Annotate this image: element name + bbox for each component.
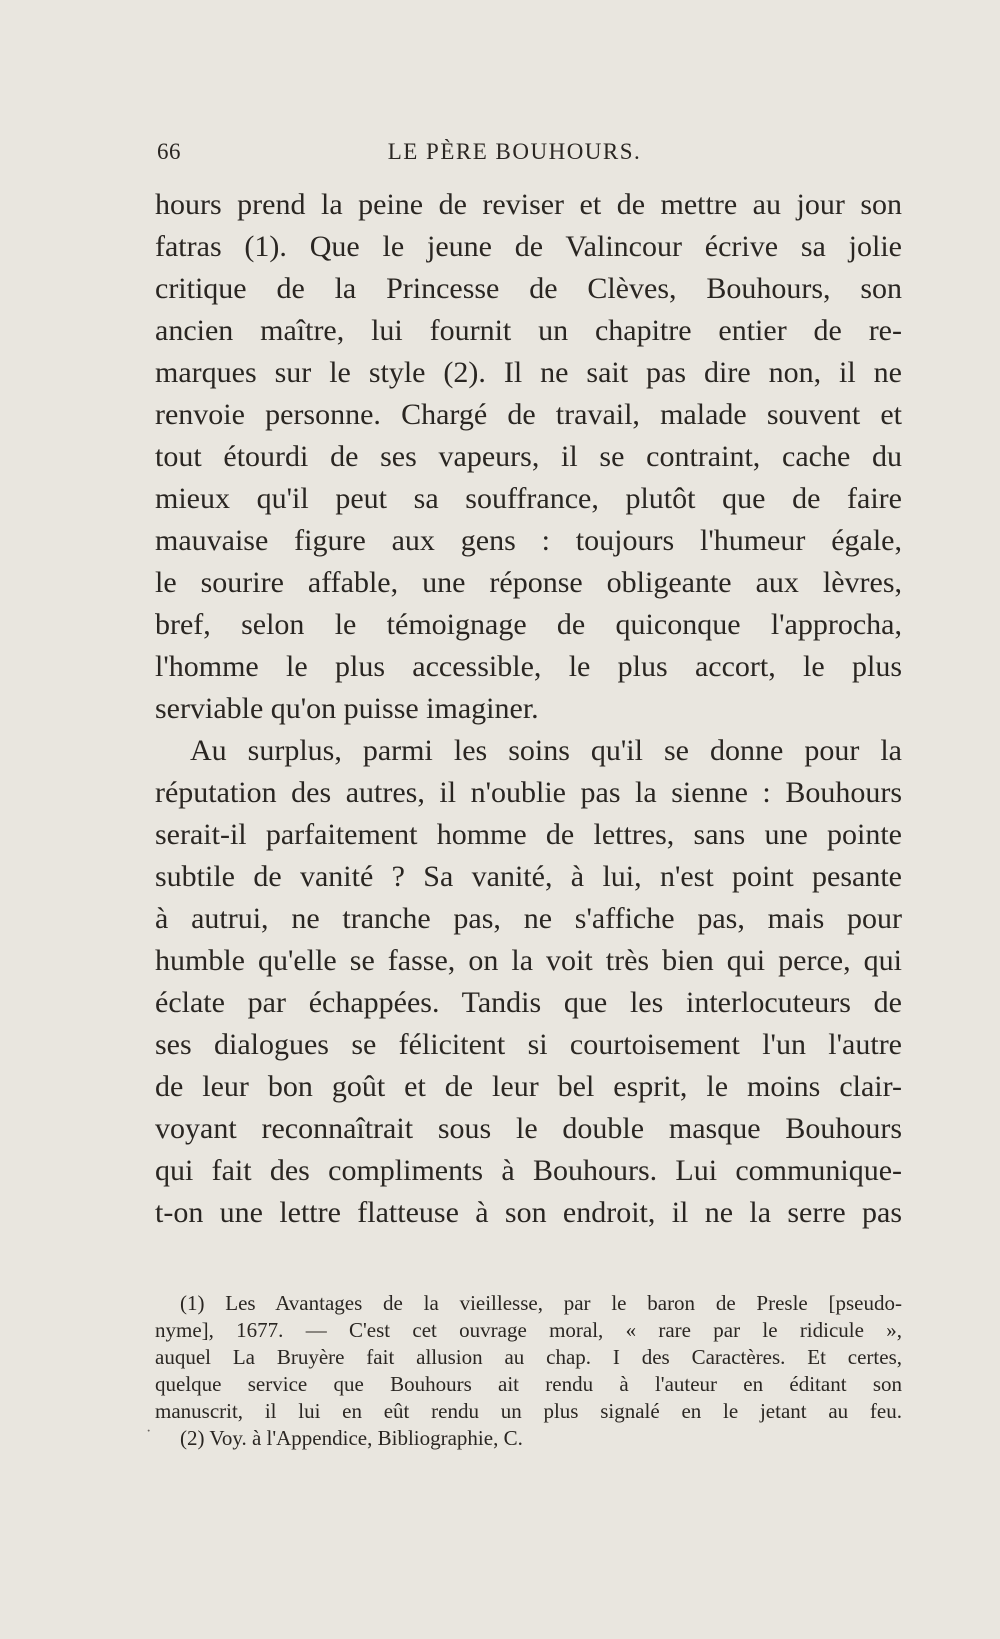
text-line: Au surplus, parmi les soins qu'il se donne pour la xyxy=(190,734,902,767)
text-line: humble qu'elle se fasse, on la voit très bien qui perce, qui xyxy=(155,944,902,977)
text-line: à autrui, ne tranche pas, ne s'affiche pas, mais pour xyxy=(155,902,902,935)
stray-ink-mark: · xyxy=(146,1423,152,1440)
text-line: t-on une lettre flatteuse à son endroit, il ne la serre pas xyxy=(155,1196,902,1229)
text-line: mauvaise figure aux gens : toujours l'humeur égale, xyxy=(155,524,902,557)
text-line: critique de la Princesse de Clèves, Bouhours, son xyxy=(155,272,902,305)
text-line: ancien maître, lui fournit un chapitre entier de re- xyxy=(155,314,902,347)
body-text xyxy=(155,184,902,1234)
footnote-line: (1) Les Avantages de la vieillesse, par le baron de Presle [pseudo- xyxy=(180,1291,902,1315)
footnote-line: quelque service que Bouhours ait rendu à l'auteur en éditant son xyxy=(155,1372,902,1396)
running-title: LE PÈRE BOUHOURS. xyxy=(387,139,642,164)
text-line: éclate par échappées. Tandis que les interlocuteurs de xyxy=(155,986,902,1019)
text-line: serait-il parfaitement homme de lettres, sans une pointe xyxy=(155,818,902,851)
text-line: voyant reconnaîtrait sous le double masque Bouhours xyxy=(155,1112,902,1145)
text-line: fatras (1). Que le jeune de Valincour écrive sa jolie xyxy=(155,230,902,263)
footnote-line: manuscrit, il lui en eût rendu un plus signalé en le jetant au feu. xyxy=(155,1399,902,1423)
footnote-line: auquel La Bruyère fait allusion au chap. I des Caractères. Et certes, xyxy=(155,1345,902,1369)
text-line: marques sur le style (2). Il ne sait pas dire non, il ne xyxy=(155,356,902,389)
page-number: 66 xyxy=(157,139,181,164)
text-line: tout étourdi de ses vapeurs, il se contraint, cache du xyxy=(155,440,902,473)
text-line: mieux qu'il peut sa souffrance, plutôt que de faire xyxy=(155,482,902,515)
text-line: subtile de vanité ? Sa vanité, à lui, n'est point pesante xyxy=(155,860,902,893)
text-line: bref, selon le témoignage de quiconque l'approcha, xyxy=(155,608,902,641)
text-line: réputation des autres, il n'oublie pas la sienne : Bouhours xyxy=(155,776,902,809)
text-line: le sourire affable, une réponse obligeante aux lèvres, xyxy=(155,566,902,599)
text-line: qui fait des compliments à Bouhours. Lui communique- xyxy=(155,1154,902,1187)
text-line: serviable qu'on puisse imaginer. xyxy=(155,692,539,725)
text-line: hours prend la peine de reviser et de mettre au jour son xyxy=(155,188,902,221)
footnotes xyxy=(155,1290,902,1452)
footnote-line: nyme], 1677. — C'est cet ouvrage moral, « rare par le ridicule », xyxy=(155,1318,902,1342)
text-line: l'homme le plus accessible, le plus accort, le plus xyxy=(155,650,902,683)
running-head xyxy=(157,139,902,169)
footnote-line: (2) Voy. à l'Appendice, Bibliographie, C. xyxy=(180,1426,523,1450)
text-line: renvoie personne. Chargé de travail, malade souvent et xyxy=(155,398,902,431)
text-line: ses dialogues se félicitent si courtoisement l'un l'autre xyxy=(155,1028,902,1061)
text-line: de leur bon goût et de leur bel esprit, le moins clair- xyxy=(155,1070,902,1103)
